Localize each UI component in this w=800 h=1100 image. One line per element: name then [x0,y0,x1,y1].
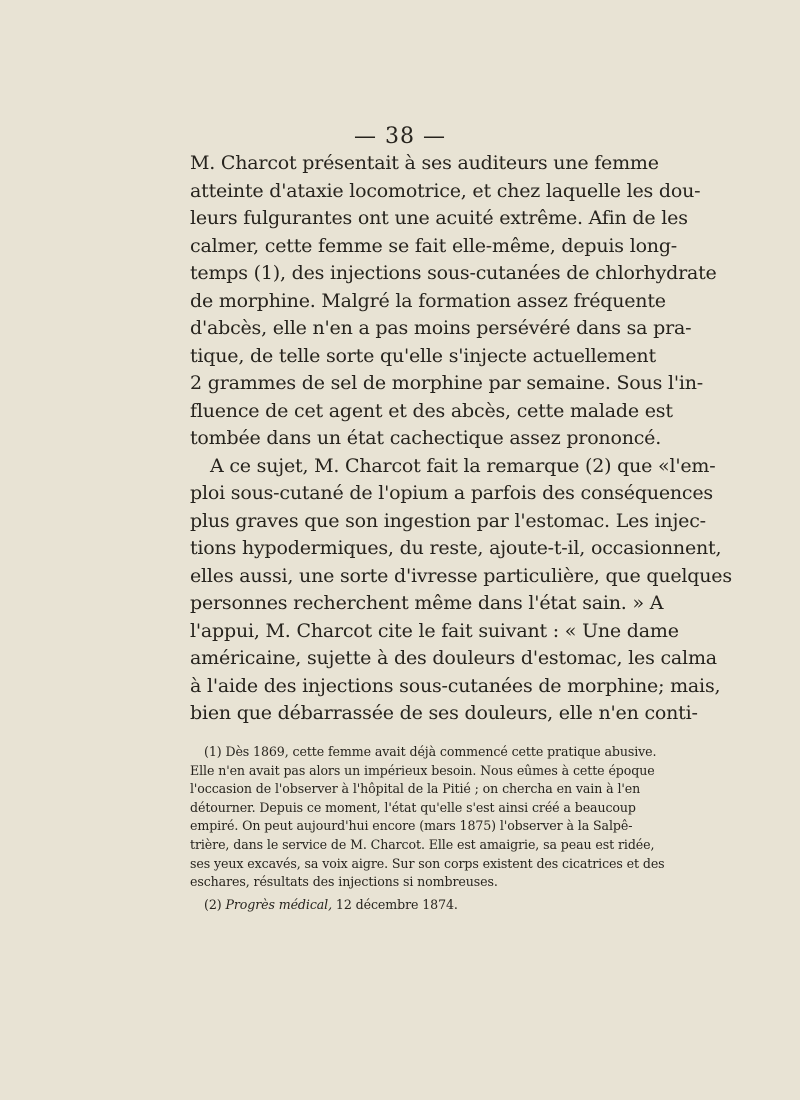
body-line: américaine, sujette à des douleurs d'estomac, les calma [190,647,717,669]
body-line: tions hypodermiques, du reste, ajoute-t-il, occasionnent, [190,537,722,559]
body-line: de morphine. Malgré la formation assez fréquente [190,289,666,312]
body-line: ploi sous-cutané de l'opium a parfois des conséquences [190,482,713,504]
footnote-2-prefix: (2) [204,896,222,912]
footnote-line: (1) Dès 1869, cette femme avait déjà commencé cette pratique abusive. [204,744,657,759]
body-line: tombée dans un état cachectique assez prononcé. [190,427,662,449]
footnote-line: détourner. Depuis ce moment, l'état qu'elle s'est ainsi créé a beaucoup [190,799,636,815]
body-line: atteinte d'ataxie locomotrice, et chez laquelle les dou- [190,179,701,202]
body-line: M. Charcot présentait à ses auditeurs une femme [190,152,659,174]
footnote-2 [190,896,614,915]
footnote-line: empiré. On peut aujourd'hui encore (mars 1875) l'observer à la Salpê- [190,818,633,834]
body-line: fluence de cet agent et des abcès, cette malade est [190,399,673,422]
body-line: plus graves que son ingestion par l'estomac. Les injec- [190,509,706,532]
body-line: 2 grammes de sel de morphine par semaine. Sous l'in- [190,372,704,394]
body-text [190,150,732,728]
body-line: l'appui, M. Charcot cite le fait suivant : « Une dame [190,619,679,642]
footnote-line: ses yeux excavés, sa voix aigre. Sur son corps existent des cicatrices et des [190,855,665,871]
body-line: à l'aide des injections sous-cutanées de morphine; mais, [190,674,721,697]
page-number: — 38 — [354,124,446,149]
body-line: temps (1), des injections sous-cutanées de chlorhydrate [190,262,717,284]
footnote-line: trière, dans le service de M. Charcot. Elle est amaigrie, sa peau est ridée, [190,836,655,852]
footnote-line: l'occasion de l'observer à l'hôpital de la Pitié ; on chercha en vain à l'en [190,781,641,797]
footnote-line: eschares, résultats des injections si nombreuses. [190,874,498,890]
footnote-line: Elle n'en avait pas alors un impérieux besoin. Nous eûmes à cette époque [190,762,655,778]
body-line: d'abcès, elle n'en a pas moins persévéré dans sa pra- [190,317,692,339]
body-line: personnes recherchent même dans l'état sain. » A [190,592,664,614]
body-line: calmer, cette femme se fait elle-même, depuis long- [190,234,678,257]
footnotes [190,743,665,914]
body-line: tique, de telle sorte qu'elle s'injecte actuellement [190,344,656,367]
footnote-2-source: Progrès médical, [225,896,333,912]
body-line: leurs fulgurantes ont une acuité extrême. Afin de les [190,207,688,229]
body-line: bien que débarrassée de ses douleurs, elle n'en conti- [190,702,698,724]
footnote-2-date: 12 décembre 1874. [335,896,458,912]
body-line: A ce sujet, M. Charcot fait la remarque (2) que «l'em- [210,454,716,477]
body-line: elles aussi, une sorte d'ivresse particulière, que quelques [190,564,732,587]
